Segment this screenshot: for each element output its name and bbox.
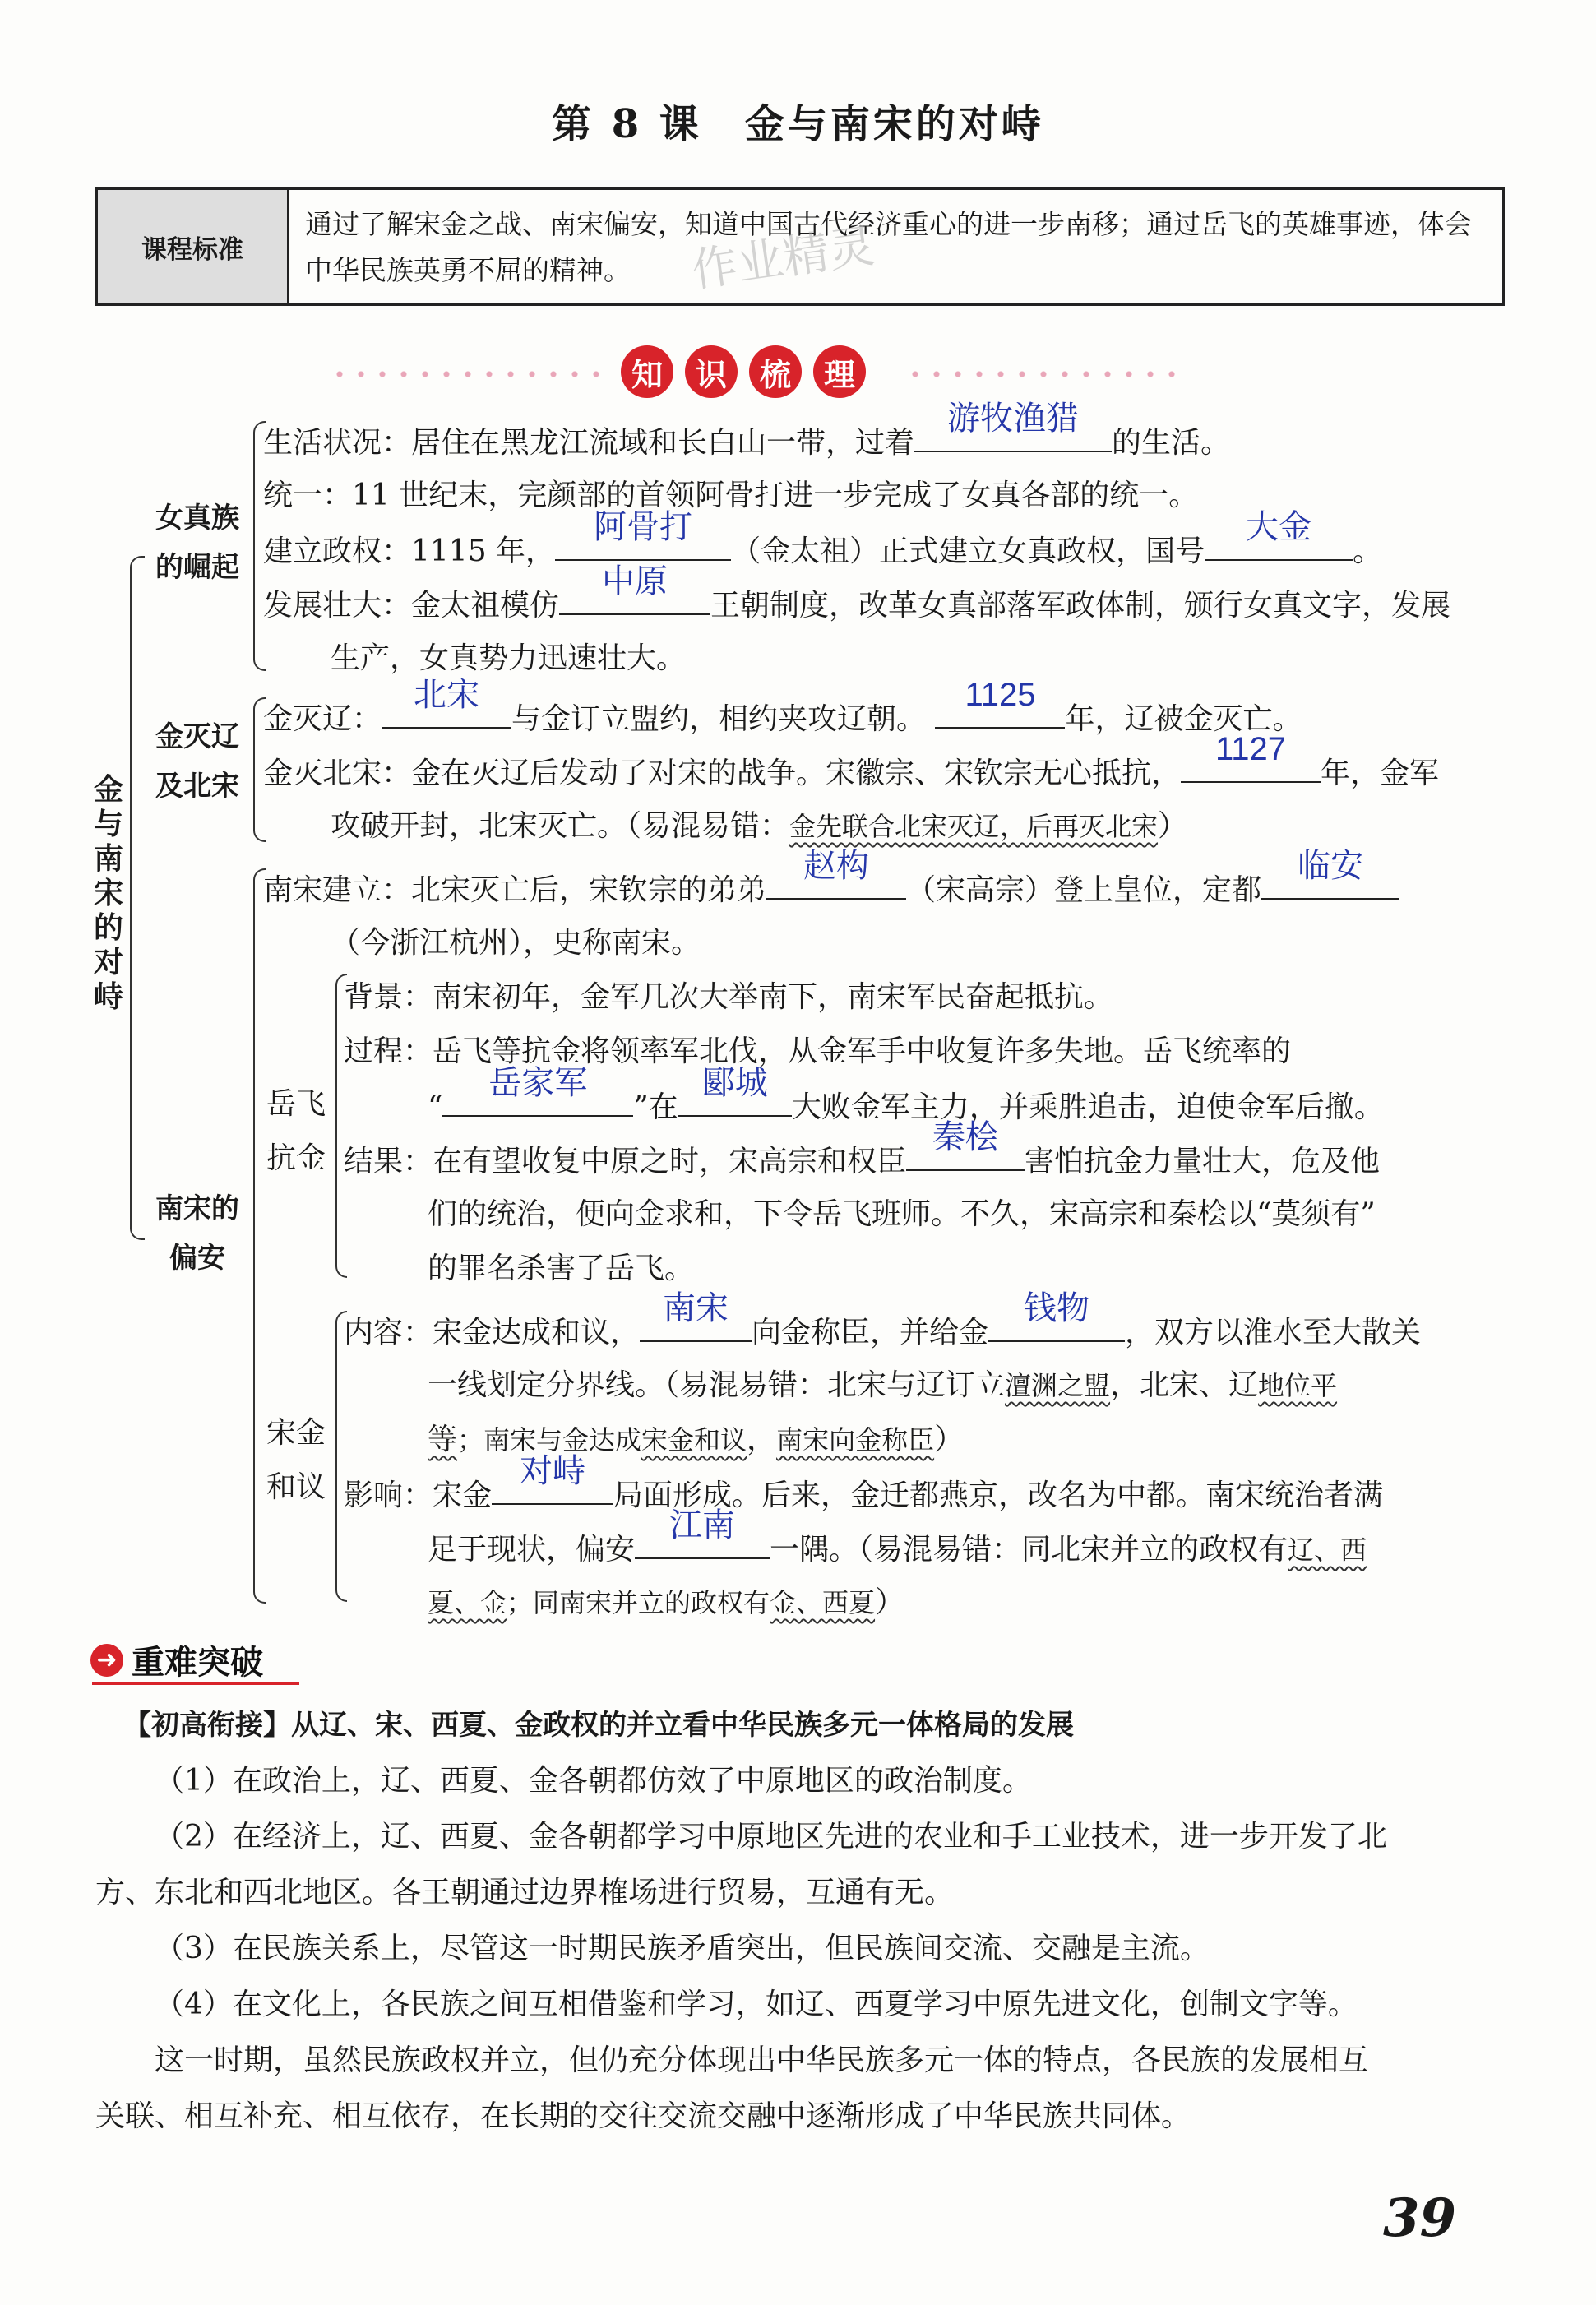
section-label-nuzhen: 女真族 的崛起 (155, 502, 239, 584)
answer-blank[interactable]: 游牧渔猎 (914, 421, 1112, 452)
text-line: 等；南宋与金达成宋金和议，南宋向金称臣） (428, 1423, 965, 1456)
lesson-title: 第 8 课 金与南宋的对峙 (552, 101, 1044, 147)
title-char: 理 (813, 345, 866, 398)
answer-blank[interactable]: 南宋 (640, 1311, 752, 1342)
text-line: 建立政权：1115 年， 阿骨打 （金太祖）正式建立女真政权，国号 大金 。 (263, 509, 1383, 568)
answer-blank[interactable]: 秦桧 (906, 1140, 1025, 1171)
text-line: 攻破开封，北宋灭亡。（易混易错：金先联合北宋灭辽，后再灭北宋） (331, 809, 1188, 843)
title-char: 识 (685, 345, 738, 398)
answer-blank[interactable]: 北宋 (382, 697, 511, 729)
paragraph: 方、东北和西北地区。各王朝通过边界榷场进行贸易，互通有无。 (95, 1876, 955, 1909)
text-line: 统一：11 世纪末，完颜部的首领阿骨打进一步完成了女真各部的统一。 (263, 479, 1199, 512)
right-dots-decoration (904, 370, 1184, 378)
answer-blank[interactable]: 郾城 (678, 1085, 792, 1117)
arrow-icon: ➜ (90, 1644, 123, 1677)
zhongnan-title: 重难突破 (132, 1644, 263, 1682)
page-number: 39 (1382, 2187, 1456, 2249)
text-line: （今浙江杭州），史称南宋。 (331, 926, 701, 960)
knowledge-title (621, 345, 866, 398)
answer-blank[interactable]: 中原 (559, 584, 710, 615)
section-label-jinmie: 金灭辽 及北宋 (155, 720, 239, 803)
text-line: 金灭北宋：金在灭辽后发动了对宋的战争。宋徽宗、宋钦宗无心抵抗， 1127 年，金军 (263, 731, 1440, 790)
text-line: 的罪名杀害了岳飞。 (428, 1252, 695, 1285)
text-line: 南宋建立：北宋灭亡后，宋钦宗的弟弟 赵构 （宋高宗）登上皇位，定都 临安 (263, 868, 1399, 911)
zhongnan-header (90, 1636, 263, 1683)
text-line: 背景：南宋初年，金军几次大举南下，南宋军民奋起抵抗。 (344, 980, 1114, 1014)
answer-blank[interactable]: 赵构 (766, 868, 906, 900)
text-line: 结果：在有望收复中原之时，宋高宗和权臣 秦桧 害怕抗金力量壮大，危及他 (344, 1119, 1381, 1178)
text-line: “ 岳家军 ”在 郾城 大败金军主力，并乘胜追击，迫使金军后撤。 (428, 1065, 1384, 1124)
sub-label-yuefei: 岳飞 抗金 (266, 1087, 326, 1175)
standard-text: 通过了解宋金之战、南宋偏安，知道中国古代经济重心的进一步南移；通过岳飞的英雄事迹，体会中华民族英勇不屈的精神。 (305, 208, 1472, 286)
answer-blank[interactable]: 大金 (1205, 530, 1353, 561)
zhongnan-heading: 【初高衔接】从辽、宋、西夏、金政权的并立看中华民族多元一体格局的发展 (123, 1709, 1074, 1742)
paragraph: （2）在经济上，辽、西夏、金各朝都学习中原地区先进的农业和手工业技术，进一步开发了北 (155, 1820, 1387, 1854)
title-char: 知 (621, 345, 673, 398)
knowledge-section-header (329, 345, 1266, 403)
answer-blank[interactable]: 1127 (1181, 752, 1321, 783)
sub-label-heyi: 宋金 和议 (266, 1416, 326, 1504)
text-line: 影响：宋金 对峙 局面形成。后来，金迁都燕京，改名为中都。南宋统治者满 (344, 1453, 1384, 1512)
brace-heyi (335, 1311, 347, 1602)
paragraph: （3）在民族关系上，尽管这一时期民族矛盾突出，但民族间交流、交融是主流。 (155, 1932, 1210, 1965)
text-line: 夏、金；同南宋并立的政权有金、西夏） (428, 1585, 905, 1619)
answer-blank[interactable]: 江南 (635, 1528, 770, 1559)
confusion-note: 金先联合北宋灭辽，后再灭北宋 (789, 811, 1159, 842)
left-dots-decoration (329, 370, 608, 378)
zhongnan-underline (92, 1682, 299, 1685)
text-line: 们的统治，便向金求和，下令岳飞班师。不久，宋高宗和秦桧以“莫须有” (428, 1197, 1376, 1231)
text-line: 生活状况：居住在黑龙江流域和长白山一带，过着 游牧渔猎 的生活。 (263, 400, 1231, 460)
text-line: 生产，女真势力迅速壮大。 (331, 641, 687, 675)
answer-blank[interactable]: 岳家军 (442, 1085, 633, 1117)
text-line: 金灭辽： 北宋 与金订立盟约，相约夹攻辽朝。 1125 年，辽被金灭亡。 (263, 677, 1302, 736)
answer-blank[interactable]: 阿骨打 (555, 530, 731, 561)
main-brace (130, 556, 145, 1240)
text-line: 足于现状，偏安 江南 一隅。（易混易错：同北宋并立的政权有辽、西 (428, 1507, 1367, 1567)
watermark-text: 作业精灵 (688, 219, 879, 299)
brace-yuefei (335, 974, 347, 1278)
paragraph: 关联、相互补充、相互依存，在长期的交往交流交融中逐渐形成了中华民族共同体。 (95, 2099, 1191, 2133)
standard-label: 课程标准 (98, 190, 289, 303)
answer-blank[interactable]: 1125 (935, 697, 1065, 729)
main-topic-label: 金与南宋的对峙 (93, 773, 123, 1014)
text-line: 一线划定分界线。（易混易错：北宋与辽订立澶渊之盟，北宋、辽地位平 (428, 1368, 1338, 1402)
answer-blank[interactable]: 对峙 (492, 1474, 613, 1505)
section-label-nansong: 南宋的 偏安 (155, 1192, 239, 1275)
paragraph: 这一时期，虽然民族政权并立，但仍充分体现出中华民族多元一体的特点，各民族的发展相互 (155, 2043, 1369, 2077)
text-line: 内容：宋金达成和议， 南宋 向金称臣，并给金 钱物 ，双方以淮水至大散关 (344, 1290, 1422, 1349)
title-char: 梳 (749, 345, 802, 398)
text-line: 发展壮大：金太祖模仿 中原 王朝制度，改革女真部落军政体制，颁行女真文字，发展 (263, 563, 1451, 623)
answer-blank[interactable]: 钱物 (988, 1311, 1125, 1342)
paragraph: （4）在文化上，各民族之间互相借鉴和学习，如辽、西夏学习中原先进文化，创制文字等。 (155, 1988, 1358, 2021)
answer-blank[interactable]: 临安 (1261, 868, 1399, 900)
text-line: 过程：岳飞等抗金将领率军北伐，从金军手中收复许多失地。岳飞统率的 (344, 1034, 1292, 1068)
paragraph: （1）在政治上，辽、西夏、金各朝都仿效了中原地区的政治制度。 (155, 1764, 1032, 1798)
